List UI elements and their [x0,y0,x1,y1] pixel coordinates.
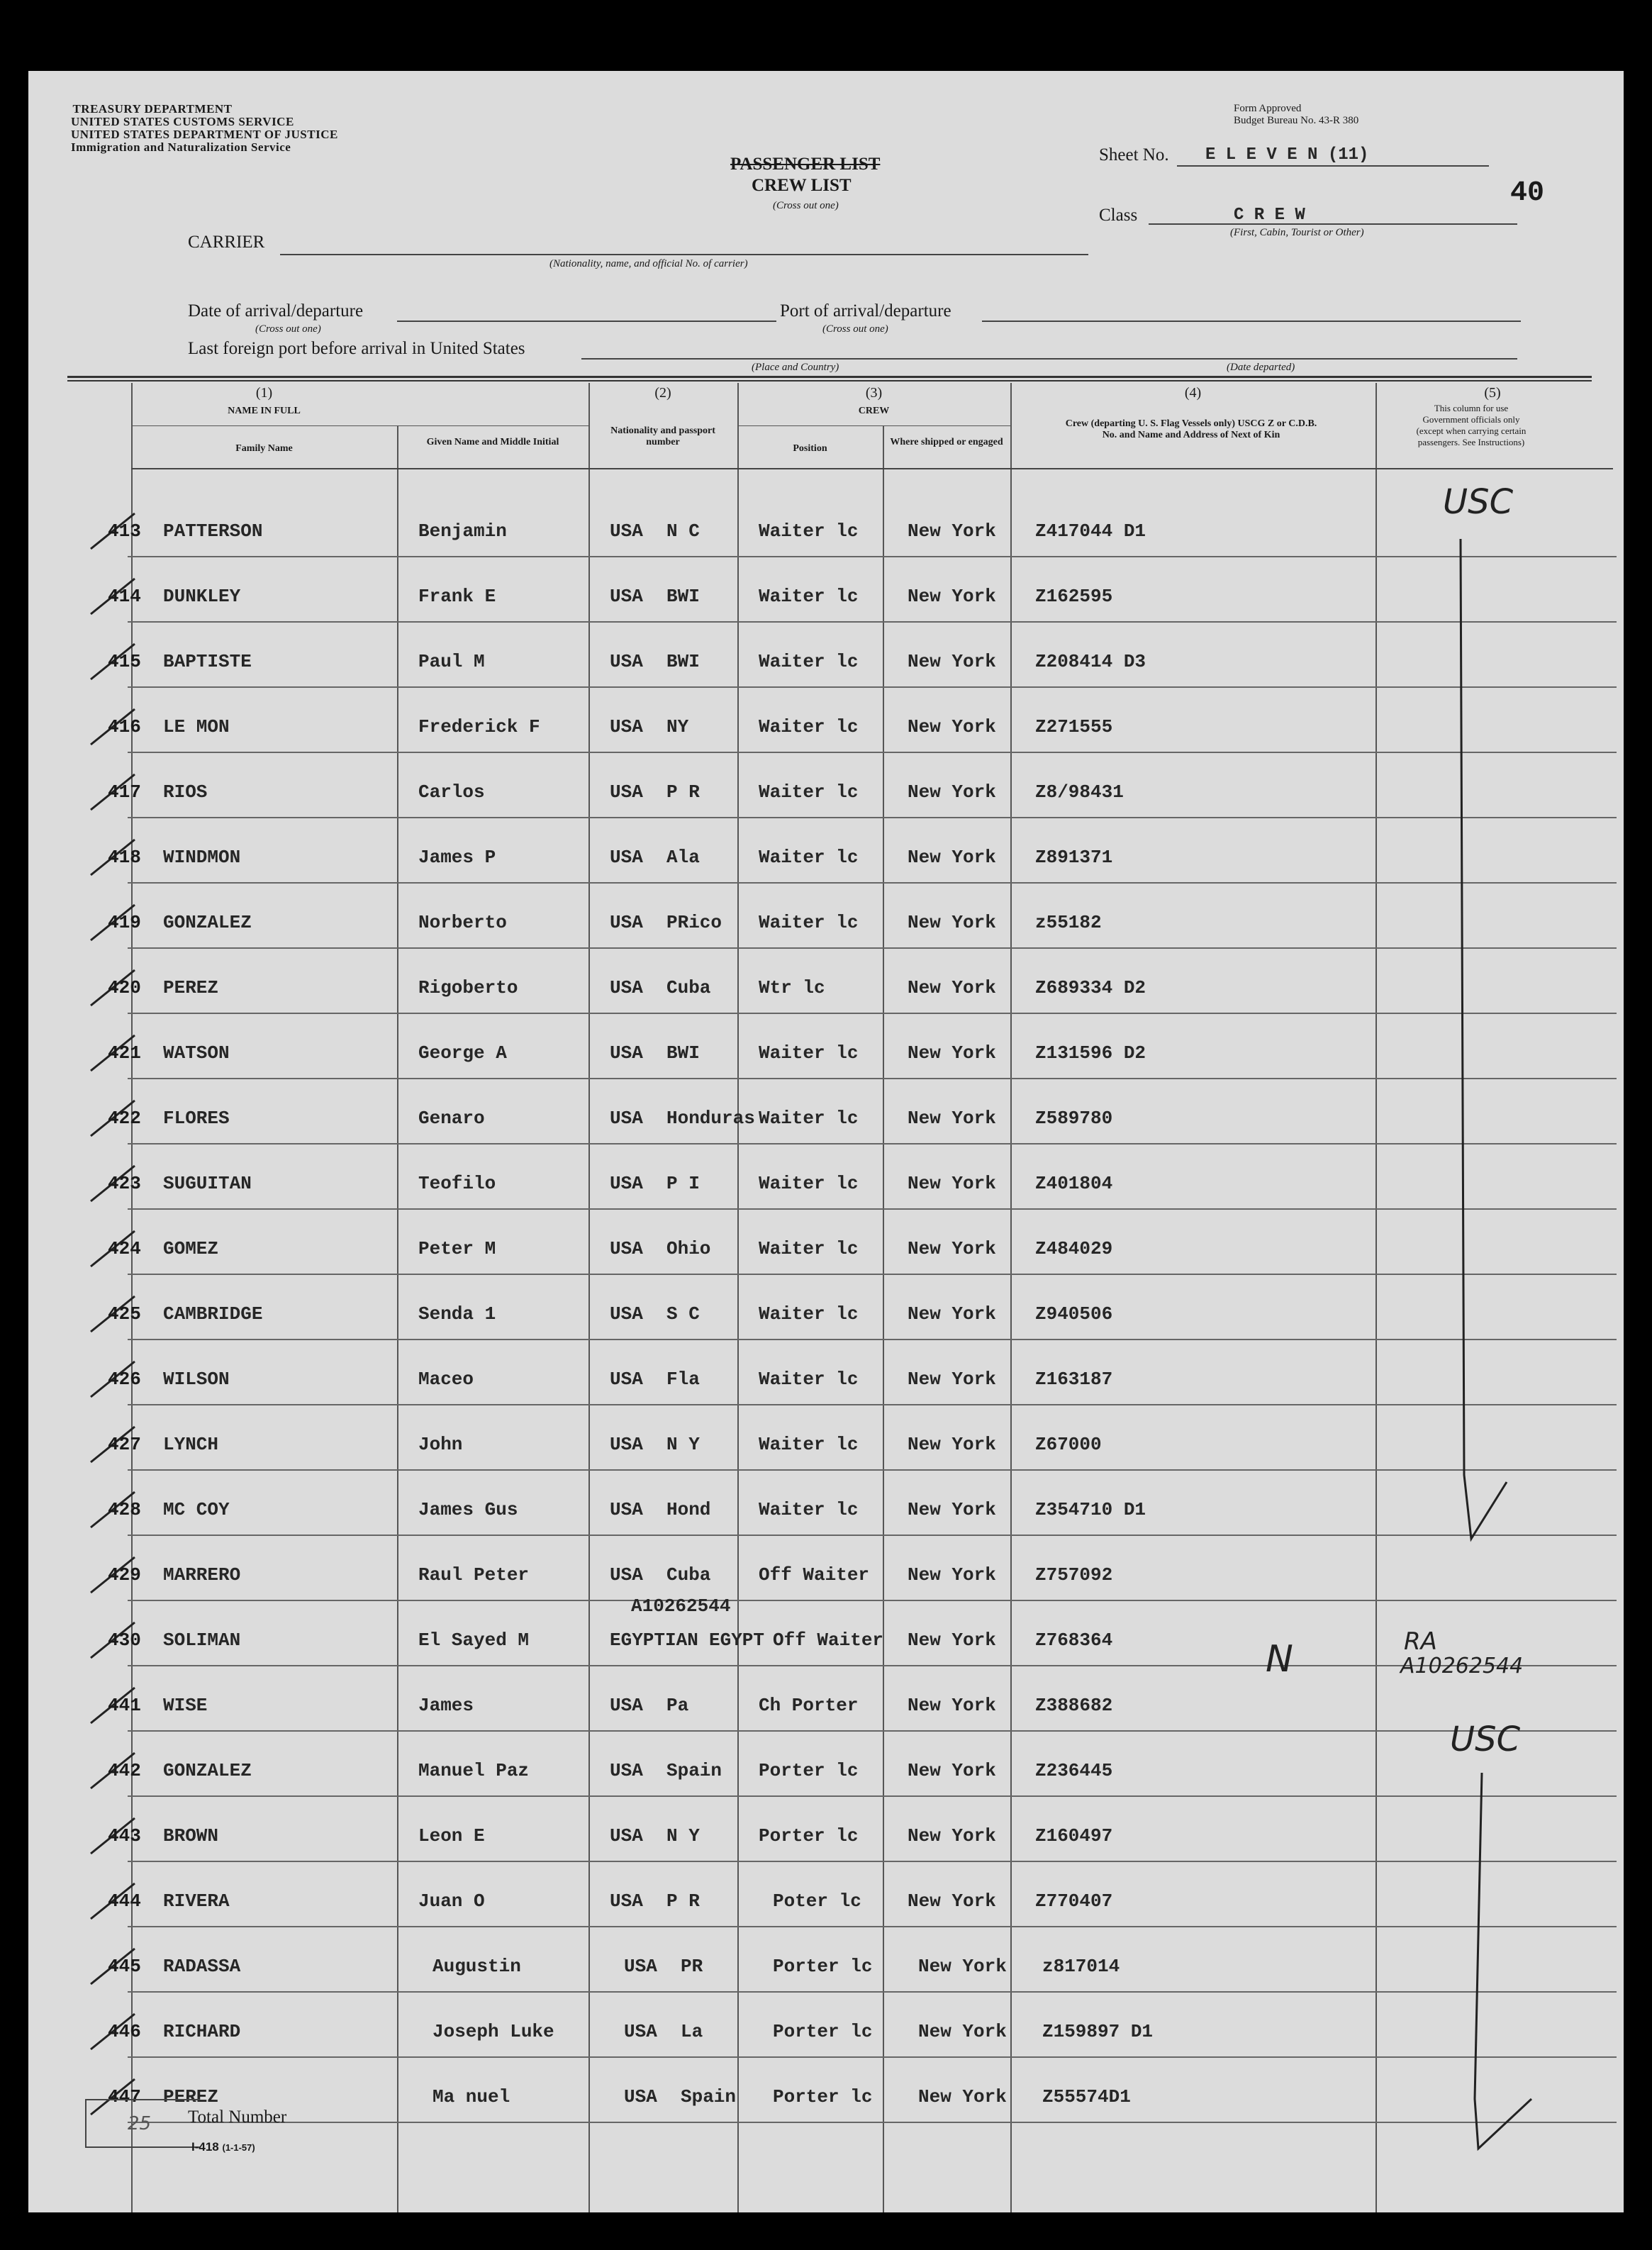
given-name: Raul Peter [418,1564,530,1586]
total-value: 25 [128,2113,152,2134]
page-number: 40 [1510,177,1545,209]
row-number: 413 [108,520,141,542]
position: Porter lc [759,1760,859,1781]
col4-title: Crew (departing U. S. Flag Vessels only) USCG Z or C.D.B. No. and Name and Address of Next of Kin [1065,418,1317,440]
ra-note: RA [1404,1627,1437,1656]
last-port-label: Last foreign port before arrival in United States [188,339,525,358]
passport: P I [666,1173,700,1194]
table-row [28,1756,1624,1821]
dept-line-1: TREASURY DEPARTMENT [72,102,233,116]
z-number: Z55574D1 [1042,2086,1131,2107]
passport: P R [666,781,700,803]
sheet-value: E L E V E N (11) [1205,145,1369,165]
col-position: Position [793,443,827,454]
where-shipped: New York [908,1042,996,1064]
z-number: Z160497 [1035,1825,1113,1847]
row-number: 416 [108,716,141,737]
given-name: Juan O [418,1890,485,1912]
table-row [28,1951,1624,2017]
position: Waiter lc [759,912,859,933]
date-departed-hint: (Date departed) [1227,362,1295,373]
passport: N Y [666,1434,700,1455]
row-number: 426 [108,1369,141,1390]
where-shipped: New York [908,912,996,933]
where-shipped: New York [908,716,996,737]
table-row [28,1430,1624,1495]
passport: Ala [666,847,700,868]
given-name: James P [418,847,496,868]
passport: BWI [666,586,700,607]
family-name: DUNKLEY [163,586,241,607]
manifest-sheet [28,71,1624,2212]
family-name: RICHARD [163,2021,241,2042]
z-number: z817014 [1042,1956,1120,1977]
col3-number: (3) [865,385,883,401]
z-number: Z388682 [1035,1695,1113,1716]
col1-number: (1) [255,385,273,401]
row-number: 420 [108,977,141,998]
nationality: USA [610,847,643,868]
nationality: USA [610,1564,643,1586]
nationality: EGYPTIAN [610,1630,698,1651]
position: Waiter lc [759,1108,859,1129]
place-country-hint: (Place and Country) [752,362,839,373]
position: Waiter lc [759,520,859,542]
where-shipped: New York [908,781,996,803]
title-crew-list: CREW LIST [752,176,852,195]
nationality: USA [610,1369,643,1390]
nationality: USA [610,1695,643,1716]
passport: PR [681,1956,703,1977]
nationality: USA [610,651,643,672]
passport: La [681,2021,703,2042]
position: Waiter lc [759,1042,859,1064]
port-label: Port of arrival/departure [780,301,951,321]
passport: Pa [666,1695,689,1716]
row-number: 429 [108,1564,141,1586]
given-name: Manuel Paz [418,1760,530,1781]
where-shipped: New York [908,1108,996,1129]
given-name: Paul M [418,651,485,672]
dept-header [71,102,338,154]
row-number: 419 [108,912,141,933]
passport: Fla [666,1369,700,1390]
z-number: Z8/98431 [1035,781,1124,803]
row-number: 447 [108,2086,141,2107]
table-row [28,1169,1624,1234]
family-name: SUGUITAN [163,1173,252,1194]
family-name: PEREZ [163,977,219,998]
given-name: Rigoberto [418,977,518,998]
row-number: 423 [108,1173,141,1194]
where-shipped: New York [908,1695,996,1716]
table-row [28,1625,1624,1691]
family-name: PATTERSON [163,520,263,542]
row-number: 425 [108,1303,141,1325]
z-number: Z131596 D2 [1035,1042,1146,1064]
col-given-name: Given Name and Middle Initial [426,437,559,447]
position: Waiter lc [759,586,859,607]
family-name: SOLIMAN [163,1630,241,1651]
nationality: USA [610,1238,643,1259]
row-number: 443 [108,1825,141,1847]
given-name: El Sayed M [418,1630,530,1651]
family-name: WILSON [163,1369,230,1390]
nationality: USA [610,716,643,737]
row-number: 414 [108,586,141,607]
given-name: Ma nuel [432,2086,510,2107]
z-number: Z401804 [1035,1173,1113,1194]
table-row [28,1364,1624,1430]
table-row [28,1234,1624,1299]
position: Waiter lc [759,1434,859,1455]
row-number: 446 [108,2021,141,2042]
nationality: USA [610,1303,643,1325]
passport: Honduras [666,1108,755,1129]
family-name: LE MON [163,716,230,737]
passport: N C [666,520,700,542]
z-number: z55182 [1035,912,1102,933]
title-cross-out: (Cross out one) [773,200,839,211]
row-number: 418 [108,847,141,868]
family-name: RADASSA [163,1956,241,1977]
given-name: Augustin [432,1956,521,1977]
nationality: USA [610,1434,643,1455]
form-approved-label: Form Approved [1234,103,1302,114]
form-approved [1234,103,1358,127]
budget-bureau: Budget Bureau No. 43-R 380 [1234,115,1359,126]
row-number: 444 [108,1890,141,1912]
z-number: Z589780 [1035,1108,1113,1129]
family-name: GOMEZ [163,1238,219,1259]
family-name: LYNCH [163,1434,219,1455]
table-row [28,1299,1624,1364]
col2-number: (2) [654,385,671,401]
nationality: USA [610,977,643,998]
checkmark-bracket-icon [1439,532,1553,1681]
z-number: Z159897 D1 [1042,2021,1154,2042]
class-label: Class [1099,206,1138,225]
z-number: Z770407 [1035,1890,1113,1912]
col4-number: (4) [1184,385,1202,401]
nationality: USA [610,1825,643,1847]
form-id [191,2140,255,2154]
dept-line-3: UNITED STATES DEPARTMENT OF JUSTICE [71,128,338,141]
position: Waiter lc [759,847,859,868]
row-number: 428 [108,1499,141,1520]
where-shipped: New York [908,1760,996,1781]
given-name: Maceo [418,1369,474,1390]
family-name: CAMBRIDGE [163,1303,263,1325]
z-number: Z208414 D3 [1035,651,1146,672]
position: Waiter lc [759,651,859,672]
where-shipped: New York [908,1238,996,1259]
position: Waiter lc [759,1303,859,1325]
passport: BWI [666,651,700,672]
z-number: Z891371 [1035,847,1113,868]
row-number: 427 [108,1434,141,1455]
nationality: USA [610,1760,643,1781]
row-number: 415 [108,651,141,672]
col-where-shipped: Where shipped or engaged [890,437,1003,447]
where-shipped: New York [908,1303,996,1325]
table-row [28,1103,1624,1169]
z-number: Z162595 [1035,586,1113,607]
table-row [28,1560,1624,1625]
z-number: Z271555 [1035,716,1113,737]
dept-line-2: UNITED STATES CUSTOMS SERVICE [71,115,294,128]
family-name: RIVERA [163,1890,230,1912]
col-family-name: Family Name [235,443,293,454]
n-mark: N [1266,1638,1293,1681]
table-row [28,2017,1624,2082]
position: Porter lc [773,2086,873,2107]
nationality: USA [610,912,643,933]
given-name: Norberto [418,912,507,933]
nationality: USA [624,2086,657,2107]
family-name: RIOS [163,781,208,803]
col5-title: This column for use Government officials only (except when carrying certain passengers. See Instructions) [1416,403,1527,447]
where-shipped: New York [908,1564,996,1586]
given-name: James Gus [418,1499,518,1520]
family-name: PEREZ [163,2086,219,2107]
where-shipped: New York [908,977,996,998]
carrier-hint: (Nationality, name, and official No. of carrier) [549,258,748,269]
col2-title: Nationality and passport number [610,425,715,447]
family-name: GONZALEZ [163,1760,252,1781]
position: Waiter lc [759,1499,859,1520]
nationality: USA [610,1108,643,1129]
z-number: Z484029 [1035,1238,1113,1259]
given-name: Carlos [418,781,485,803]
given-name: Benjamin [418,520,507,542]
given-name: Teofilo [418,1173,496,1194]
where-shipped: New York [918,2086,1007,2107]
row-number: 421 [108,1042,141,1064]
z-number: Z417044 D1 [1035,520,1146,542]
passport: Spain [681,2086,737,2107]
where-shipped: New York [908,1890,996,1912]
class-hint: (First, Cabin, Tourist or Other) [1230,227,1364,238]
total-label: Total Number [188,2107,287,2127]
carrier-label: CARRIER [188,233,265,252]
z-number: Z768364 [1035,1630,1113,1651]
position: Off Waiter [759,1564,870,1586]
table-row [28,712,1624,777]
nationality: USA [624,1956,657,1977]
family-name: FLORES [163,1108,230,1129]
row-number: 441 [108,1695,141,1716]
ra-number: A10262544 [1400,1654,1524,1678]
given-name: Frederick F [418,716,540,737]
where-shipped: New York [908,651,996,672]
passport: EGYPT [709,1630,765,1651]
where-shipped: New York [908,586,996,607]
where-shipped: New York [908,1630,996,1651]
nationality: USA [610,781,643,803]
family-name: WINDMON [163,847,241,868]
nationality: USA [610,1042,643,1064]
family-name: WISE [163,1695,208,1716]
given-name: John [418,1434,463,1455]
z-number: Z236445 [1035,1760,1113,1781]
given-name: James [418,1695,474,1716]
where-shipped: New York [908,1499,996,1520]
z-number: Z689334 D2 [1035,977,1146,998]
family-name: MC COY [163,1499,230,1520]
given-name: Senda 1 [418,1303,496,1325]
dept-line-4: Immigration and Naturalization Service [71,140,291,154]
table-row [28,973,1624,1038]
position: Porter lc [773,2021,873,2042]
passport: NY [666,716,689,737]
table-row [28,777,1624,842]
table-row [28,647,1624,712]
sheet-label: Sheet No. [1099,145,1169,165]
soliman-passport-note: A10262544 [631,1595,731,1617]
passport: S C [666,1303,700,1325]
row-number: 442 [108,1760,141,1781]
col3-title: CREW [858,406,890,416]
passport: Spain [666,1760,722,1781]
position: Waiter lc [759,1238,859,1259]
family-name: WATSON [163,1042,230,1064]
passport: PRico [666,912,722,933]
family-name: BAPTISTE [163,651,252,672]
usc-note-top: USC [1443,482,1514,522]
passport: P R [666,1890,700,1912]
z-number: Z757092 [1035,1564,1113,1586]
port-cross-out: (Cross out one) [822,323,888,335]
passport: Cuba [666,977,711,998]
where-shipped: New York [908,1825,996,1847]
table-row [28,1495,1624,1560]
where-shipped: New York [908,1434,996,1455]
table-row [28,1038,1624,1103]
where-shipped: New York [908,1173,996,1194]
family-name: MARRERO [163,1564,241,1586]
position: Off Waiter [773,1630,884,1651]
z-number: Z67000 [1035,1434,1102,1455]
z-number: Z940506 [1035,1303,1113,1325]
usc-note-bottom: USC [1450,1720,1521,1759]
table-row [28,1691,1624,1756]
z-number: Z354710 D1 [1035,1499,1146,1520]
nationality: USA [610,520,643,542]
where-shipped: New York [918,1956,1007,1977]
row-number: 430 [108,1630,141,1651]
position: Waiter lc [759,1369,859,1390]
position: Waiter lc [759,1173,859,1194]
nationality: USA [610,1499,643,1520]
date-cross-out: (Cross out one) [255,323,321,335]
passport: Hond [666,1499,711,1520]
col5-number: (5) [1484,385,1501,401]
position: Porter lc [759,1825,859,1847]
family-name: GONZALEZ [163,912,252,933]
passport: Ohio [666,1238,711,1259]
form-revision: (1-1-57) [222,2142,255,2153]
where-shipped: New York [908,847,996,868]
given-name: Genaro [418,1108,485,1129]
passport: Cuba [666,1564,711,1586]
nationality: USA [610,586,643,607]
position: Waiter lc [759,716,859,737]
col1-title: NAME IN FULL [228,406,301,416]
passport: BWI [666,1042,700,1064]
title-passenger-list: PASSENGER LIST [730,155,881,174]
nationality: USA [624,2021,657,2042]
where-shipped: New York [918,2021,1007,2042]
row-number: 424 [108,1238,141,1259]
table-row [28,842,1624,908]
nationality: USA [610,1890,643,1912]
given-name: Joseph Luke [432,2021,554,2042]
form-id-number: I-418 [191,2140,219,2154]
table-row [28,908,1624,973]
z-number: Z163187 [1035,1369,1113,1390]
table-row [28,1886,1624,1951]
where-shipped: New York [908,1369,996,1390]
nationality: USA [610,1173,643,1194]
checkmark-bracket-icon-2 [1453,1766,1567,2163]
given-name: Peter M [418,1238,496,1259]
table-row [28,581,1624,647]
position: Waiter lc [759,781,859,803]
row-number: 445 [108,1956,141,1977]
date-label: Date of arrival/departure [188,301,364,321]
family-name: BROWN [163,1825,219,1847]
position: Porter lc [773,1956,873,1977]
row-number: 417 [108,781,141,803]
position: Ch Porter [759,1695,859,1716]
position: Poter lc [773,1890,861,1912]
given-name: George A [418,1042,507,1064]
passport: N Y [666,1825,700,1847]
given-name: Leon E [418,1825,485,1847]
table-row [28,1821,1624,1886]
class-value: C R E W [1234,206,1305,225]
table-row [28,516,1624,581]
given-name: Frank E [418,586,496,607]
position: Wtr lc [759,977,825,998]
row-number: 422 [108,1108,141,1129]
where-shipped: New York [908,520,996,542]
